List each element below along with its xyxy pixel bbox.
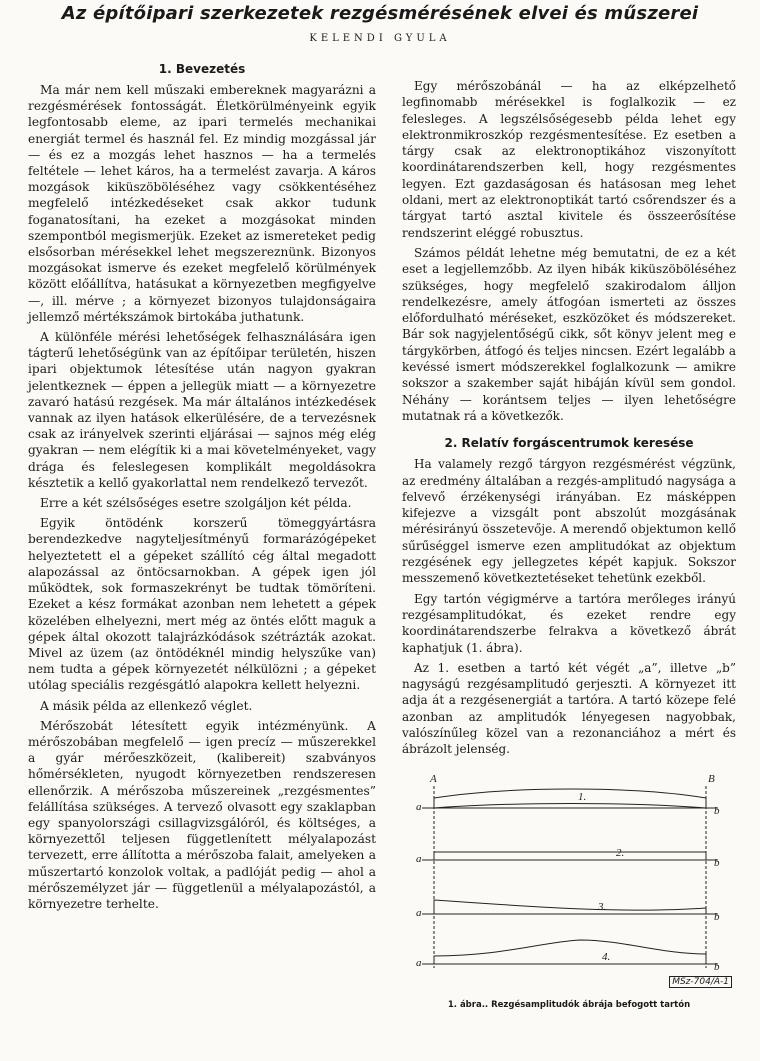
case-label-3: 3.	[598, 900, 607, 913]
author-line: KELENDI GYULA	[309, 33, 451, 44]
case-label-1: 1.	[578, 790, 587, 803]
paragraph: Számos példát lehetne még bemutatni, de ez a két eset a legjellemzőbb. Az ilyen hibák kiküszöböléséhez szükséges, hogy megfelelő szakirodalom álljon rendelkezésre, amely átfogóan ismerteti az összes előfordulható méréseket, eszközöket és módszereket. Bár sok nagyjelentőségű cikk, sőt könyv jelent meg e tárgykörben, átfogó és teljes nincsen. Ezért legalább a kevéssé ismert módszerekkel foglalkozunk — amikre sokszor a szakember saját hibáján kívül sem gondol. Néhány — korántsem teljes — ilyen lehetőségre mutatnak rá a következők.	[402, 245, 736, 423]
paragraph: Egy tartón végigmérve a tartóra merőleges irányú rezgésamplitudókat, és ezeket rendre egy koordinátarendszerbe felrakva a következő ábrát kaphatjuk (1. ábra).	[402, 591, 736, 655]
case-4	[416, 940, 720, 973]
paragraph: Ma már nem kell műszaki embereknek magyarázni a rezgésmérések fontosságát. Életkörülményeink egyik legfontosabb eleme, az ipari termelés mechanikai energiát termel és használ fel. Ez mindig mozgással jár — és ez a mozgás lehet hasznos — ha a termelés feltétele — lehet káros, ha a termelést zavarja. A káros mozgások kiküszöböléséhez vagy csökkentéséhez megfelelő intézkedéseket csak akkor tudunk foganatosítani, ha ezeket a mozgásokat minden szempontból megismerjük. Ezeket az ismereteket pedig elsősorban mérésekkel lehet megszereznünk. Bizonyos mozgásokat ismerve és ezeket megfelelő körülmények között előállítva, hatásukat a környezetben megfigyelve —, ill. mérve ; a környezet bizonyos tulajdonságaira jellemző mértékszámok birtokába juthatunk.	[28, 83, 376, 324]
paragraph: Az 1. esetben a tartó két végét „a”, illetve „b” nagyságú rezgésamplitudó gerjeszti. A környezet itt adja át a rezgésenergiát a tartóra. A tartó közepe felé azonban az amplitudók lényegesen nagyobbak, valószínűleg közel van a rezonanciához a mért és ábrázolt jelenség.	[402, 660, 736, 757]
svg-text:b: b	[714, 960, 720, 973]
paragraph: A másik példa az ellenkező véglet.	[40, 698, 253, 713]
paragraph: Egyik öntödénk korszerű tömeggyártásra berendezkedve nagyteljesítményű formarázógépeket helyeztetett el a gépeket szállító cég által megadott alapozással az öntöcsarnokban. A gépek igen jól működtek, sok formaszekrényt be tudtak tömöríteni. Ezeket a kész formákat azonban nem lehetett a gépek közelében elhelyezni, mert még az öntés előtt maguk a gépek által okozott talajrázkódások szétrázták azokat. Mivel az üzem (az öntödéknél mindig helyszűke van) nem tudta a gépek környezetét nélkülözni ; a gépeket utólag speciális rezgésgátló alapokra kellett helyezni.	[28, 516, 376, 693]
paragraph: A különféle mérési lehetőségek felhasználására igen tágterű lehetőségünk van az építőipar területén, hiszen ipari objektumok létesítése után nagyon gyakran jelentkeznek — éppen a jellegük miatt — a környezetre zavaró hatású rezgések. Ma már általános intézkedések vannak az ilyen hatások elkerülésére, de a tervezésnek csak az irányelvek szerinti eljárásai — sajnos még elég gyakran — nem elégítik ki a mai követelményeket, vagy drága és feleslegesen komplikált megoldásokra késztetik a kellő gyakorlattal nem rendelkező tervezőt.	[28, 330, 376, 490]
svg-text:b: b	[714, 910, 720, 923]
case-2	[416, 847, 720, 869]
end-label-right: B	[708, 772, 715, 785]
section-heading-1: 1. Bevezetés	[158, 62, 246, 76]
figure-stamp: MSz-704/A-1	[669, 976, 732, 988]
svg-text:a: a	[416, 800, 422, 813]
svg-text:b: b	[714, 804, 720, 817]
figure-caption: 1. ábra.. Rezgésamplitudók ábrája befogott tartón	[447, 999, 691, 1010]
amplitude-diagram	[402, 768, 736, 998]
svg-text:a: a	[416, 906, 422, 919]
paragraph: Mérőszobát létesített egyik intézményünk. A mérőszobában megfelelő — igen precíz — műszerekkel a gyár mérőeszközeit, (kalibereit) szabványos hőmérsékleten, nyugodt környezetben rendszeresen ellenőrzik. A mérőszoba műszereinek „rezgésmentes” felállítása szükséges. A tervező olvasott egy szaklapban egy spanyolországi csillagvizsgálóról, és költséges, a környezettől teljesen függetlenített mélyalapozást tervezett, erre állította a mérőszoba falait, amelyeken a műszertartó konzolok voltak, a padlóját pedig — ahol a mérőszemélyzet jár — függetlenül a mélyalapozástól, a környezetre terhelte.	[28, 718, 376, 911]
case-label-2: 2.	[616, 846, 625, 859]
case-3	[416, 900, 720, 923]
svg-text:b: b	[714, 856, 720, 869]
figure-amplitude-diagram	[402, 768, 736, 1010]
paragraph: Egy mérőszobánál — ha az elképzelhető legfinomabb mérésekkel is foglalkozik — ez felesleges. A legszélsőségesebb példa lehet egy elektronmikroszkóp rezgésmentesítése. Ez esetben a tárgy csak az elektronoptikához viszonyított koordinátarendszerben kell, hogy rezgésmentes legyen. Ezt gazdaságosan és hatásosan meg lehet oldani, mert az elektronoptikát tartó csőrendszer és a tárgyat tartó asztal kivitele és összeerősítése rendszerint eléggé robusztus.	[402, 79, 736, 240]
svg-text:a: a	[416, 852, 422, 865]
case-1	[416, 789, 720, 817]
section-heading-2: 2. Relatív forgáscentrumok keresése	[444, 436, 694, 451]
end-label-left: A	[430, 772, 437, 785]
svg-text:a: a	[416, 956, 422, 969]
paragraph: Ha valamely rezgő tárgyon rezgésmérést végzünk, az eredmény általában a rezgés-amplitudó nagysága a felvevő érzékenységi irányában. Ez másképpen kifejezve a vizsgált pont abszolút mozgásának mérésirányú összetevője. A merendő objektumon kellő sűrűséggel ismerve ezen amplitudókat az objektum rezgésének egy jellegzetes képét kapjuk. Sokszor messzemenő következtetéseket tehetünk ezekből.	[402, 457, 736, 586]
paragraph: Erre a két szélsőséges esetre szolgáljon két példa.	[40, 496, 352, 511]
left-column	[28, 62, 376, 916]
case-label-4: 4.	[602, 950, 611, 963]
right-column	[402, 78, 736, 1010]
article-title: Az építőipari szerkezetek rezgésmérésének elvei és műszerei	[61, 3, 699, 24]
